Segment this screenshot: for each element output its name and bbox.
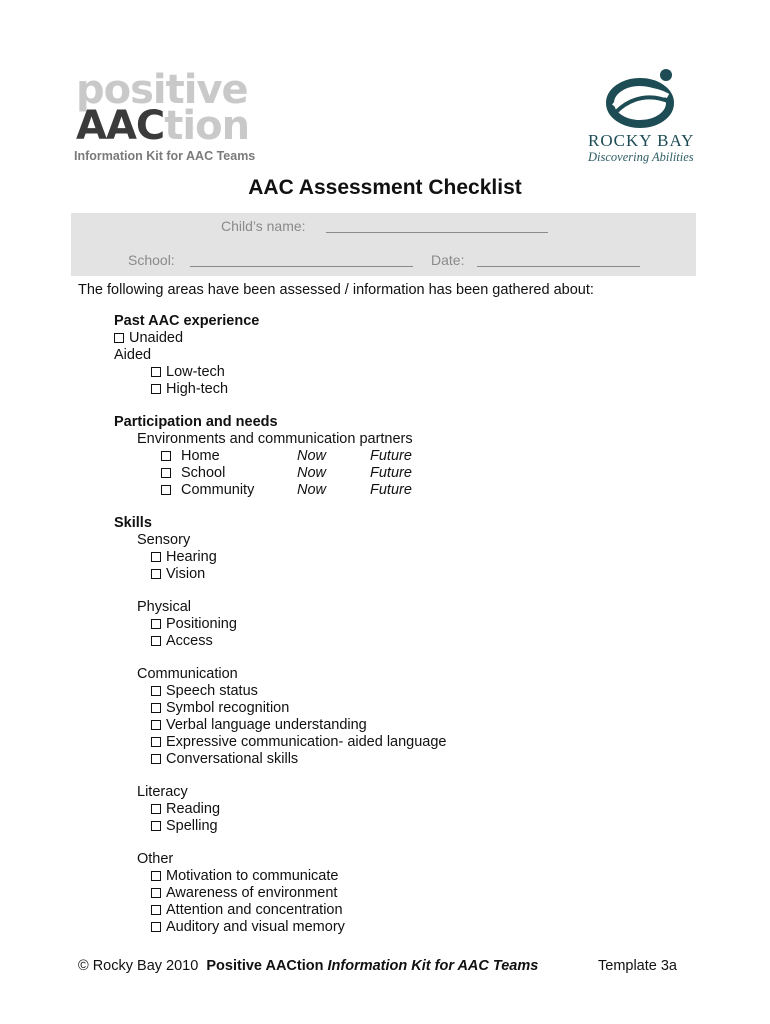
now-label: Now (297, 482, 327, 498)
checkbox[interactable] (151, 754, 161, 764)
checklist-item[interactable]: Verbal language understanding (151, 717, 367, 734)
skills-heading: Skills (114, 515, 152, 531)
checklist-item[interactable]: Low-tech (151, 364, 225, 381)
checkbox[interactable] (151, 871, 161, 881)
footer-credit (78, 958, 538, 974)
now-label: Now (297, 465, 327, 481)
checkbox[interactable] (151, 384, 161, 394)
communication-label: Communication (137, 666, 238, 682)
checkbox[interactable] (114, 333, 124, 343)
checkbox[interactable] (151, 905, 161, 915)
logo-aac-part: AAC (76, 103, 165, 149)
page-title: AAC Assessment Checklist (248, 176, 522, 199)
checklist-item[interactable]: Spelling (151, 818, 218, 835)
logo-tion-part: tion (164, 103, 250, 149)
footer-brand: Positive AACtion (206, 958, 324, 974)
checklist-item[interactable]: Reading (151, 801, 220, 818)
future-label: Future (370, 482, 412, 498)
school-label: School: (128, 252, 175, 268)
checkbox[interactable] (161, 485, 171, 495)
checklist-item[interactable]: Speech status (151, 683, 258, 700)
date-label: Date: (431, 252, 465, 268)
checklist-item[interactable]: Access (151, 633, 213, 650)
now-label: Now (297, 448, 327, 464)
details-box (71, 213, 696, 276)
kit-label: Information Kit for AAC Teams (74, 149, 256, 163)
date-field[interactable] (477, 266, 640, 267)
checkbox[interactable] (151, 686, 161, 696)
participation-sub: Environments and communication partners (137, 431, 413, 447)
footer-kit: Information Kit for AAC Teams (327, 958, 539, 974)
participation-row[interactable]: School (161, 465, 225, 482)
positive-logo-line1: positive (76, 67, 248, 113)
checklist-item[interactable]: Awareness of environment (151, 885, 337, 902)
literacy-label: Literacy (137, 784, 188, 800)
intro-text: The following areas have been assessed / information has been gathered about: (78, 282, 594, 298)
rocky-bay-logo-icon (604, 66, 684, 130)
checkbox[interactable] (151, 619, 161, 629)
other-label: Other (137, 851, 174, 867)
checklist-item[interactable]: Expressive communication- aided language (151, 734, 447, 751)
footer-template: Template 3a (598, 958, 677, 974)
participation-row[interactable]: Community (161, 482, 254, 499)
checkbox[interactable] (161, 451, 171, 461)
child-name-field[interactable] (326, 232, 548, 233)
future-label: Future (370, 465, 412, 481)
school-field[interactable] (190, 266, 413, 267)
physical-label: Physical (137, 599, 191, 615)
future-label: Future (370, 448, 412, 464)
checkbox[interactable] (151, 821, 161, 831)
checklist-item[interactable]: Symbol recognition (151, 700, 289, 717)
checkbox[interactable] (151, 804, 161, 814)
checkbox[interactable] (151, 367, 161, 377)
checkbox[interactable] (151, 636, 161, 646)
checklist-item[interactable]: Motivation to communicate (151, 868, 338, 885)
checkbox[interactable] (151, 552, 161, 562)
aided-label: Aided (114, 347, 152, 363)
checklist-item[interactable]: Unaided (114, 330, 183, 347)
child-name-label: Child’s name: (221, 218, 306, 234)
positive-logo-line2 (76, 103, 250, 149)
checklist-item[interactable]: Positioning (151, 616, 237, 633)
org-name: ROCKY BAY (588, 131, 695, 150)
checklist-item[interactable]: High-tech (151, 381, 228, 398)
checklist-item[interactable]: Conversational skills (151, 751, 298, 768)
checkbox[interactable] (151, 737, 161, 747)
checkbox[interactable] (151, 569, 161, 579)
org-tagline: Discovering Abilities (588, 150, 694, 164)
checklist-item[interactable]: Attention and concentration (151, 902, 343, 919)
sensory-label: Sensory (137, 532, 191, 548)
participation-heading: Participation and needs (114, 414, 278, 430)
checkbox[interactable] (161, 468, 171, 478)
checklist-item[interactable]: Vision (151, 566, 205, 583)
past-heading: Past AAC experience (114, 313, 260, 329)
footer-copyright: © Rocky Bay 2010 (78, 958, 199, 974)
checkbox[interactable] (151, 888, 161, 898)
checklist-item[interactable]: Hearing (151, 549, 217, 566)
checkbox[interactable] (151, 922, 161, 932)
checkbox[interactable] (151, 703, 161, 713)
participation-row[interactable]: Home (161, 448, 220, 465)
checkbox[interactable] (151, 720, 161, 730)
checklist-item[interactable]: Auditory and visual memory (151, 919, 345, 936)
